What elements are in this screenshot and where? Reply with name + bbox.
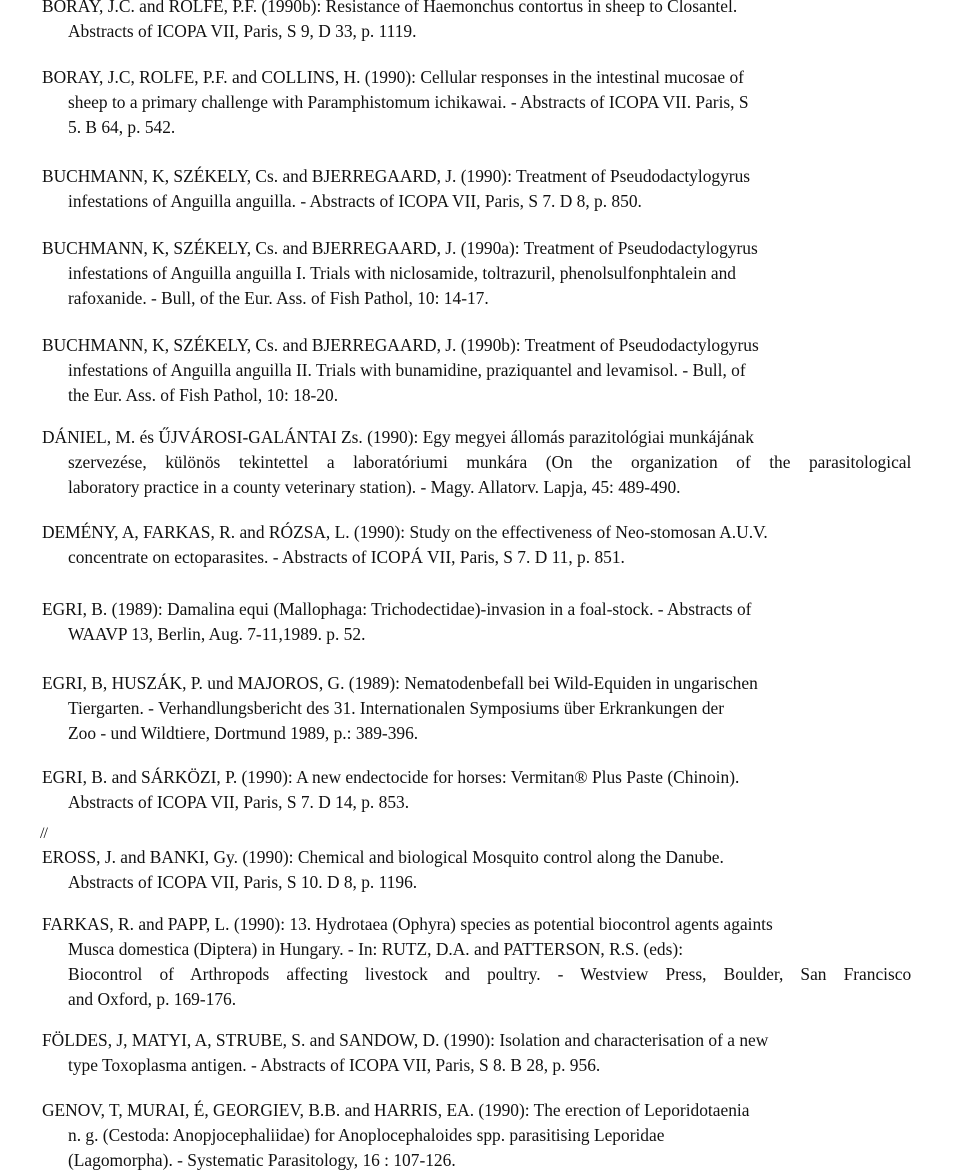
reference-line: (Lagomorpha). - Systematic Parasitology, 16 : 107-126. [68, 1150, 456, 1170]
reference-line: and Oxford, p. 169-176. [68, 989, 237, 1009]
reference-line: Biocontrol of Arthropods affecting livestock and poultry. - Westview Press, Boulder, San Francisco [68, 964, 912, 984]
reference-line: sheep to a primary challenge with Paramphistomum ichikawai. - Abstracts of ICOPA VII. Paris, S [68, 92, 749, 112]
reference-entry-boray-1990b [42, 0, 937, 44]
reference-line: szervezése, különös tekintettel a laboratóriumi munkára (On the organization of the parasitological [68, 452, 912, 472]
reference-line: rafoxanide. - Bull, of the Eur. Ass. of Fish Pathol, 10: 14-17. [68, 288, 489, 308]
reference-line: FARKAS, R. and PAPP, L. (1990): 13. Hydrotaea (Ophyra) species as potential biocontrol agents againts [42, 914, 773, 934]
reference-line: Abstracts of ICOPA VII, Paris, S 9, D 33, p. 1119. [68, 21, 417, 41]
reference-line: 5. B 64, p. 542. [68, 117, 176, 137]
reference-entry-boray-1990 [42, 65, 937, 140]
reference-entry-egri-1989 [42, 597, 937, 647]
reference-line: Abstracts of ICOPA VII, Paris, S 10. D 8, p. 1196. [68, 872, 418, 892]
reference-line: infestations of Anguilla anguilla. - Abstracts of ICOPA VII, Paris, S 7. D 8, p. 850. [68, 191, 642, 211]
reference-entry-egri-sarkozi-1990 [42, 765, 937, 815]
margin-mark: // [40, 825, 47, 842]
reference-entry-buchmann-1990a [42, 236, 937, 311]
reference-line: BUCHMANN, K, SZÉKELY, Cs. and BJERREGAARD, J. (1990b): Treatment of Pseudodactylogyrus [42, 335, 759, 355]
reference-line: BUCHMANN, K, SZÉKELY, Cs. and BJERREGAARD, J. (1990a): Treatment of Pseudodactylogyrus [42, 238, 758, 258]
reference-entry-eross-1990 [42, 845, 937, 895]
reference-entry-egri-huszak-1989 [42, 671, 937, 746]
reference-entry-daniel-1990 [42, 425, 937, 500]
reference-line: EGRI, B. and SÁRKÖZI, P. (1990): A new endectocide for horses: Vermitan® Plus Paste (Chinoin). [42, 767, 740, 787]
reference-line: Tiergarten. - Verhandlungsbericht des 31. Internationalen Symposiums über Erkrankungen der [68, 698, 725, 718]
reference-line: EROSS, J. and BANKI, Gy. (1990): Chemical and biological Mosquito control along the Danube. [42, 847, 724, 867]
reference-line: BUCHMANN, K, SZÉKELY, Cs. and BJERREGAARD, J. (1990): Treatment of Pseudodactylogyrus [42, 166, 751, 186]
reference-entry-buchmann-1990 [42, 164, 937, 214]
reference-line: DÁNIEL, M. és ŰJVÁROSI-GALÁNTAI Zs. (1990): Egy megyei állomás parazitológiai munkájának [42, 427, 754, 447]
reference-line: infestations of Anguilla anguilla I. Trials with niclosamide, toltrazuril, phenolsulfonphtalein and [68, 263, 736, 283]
reference-line: GENOV, T, MURAI, É, GEORGIEV, B.B. and HARRIS, EA. (1990): The erection of Leporidotaenia [42, 1100, 750, 1120]
reference-line: FÖLDES, J, MATYI, A, STRUBE, S. and SANDOW, D. (1990): Isolation and characterisation of a new [42, 1030, 769, 1050]
reference-line: Zoo - und Wildtiere, Dortmund 1989, p.: 389-396. [68, 723, 419, 743]
reference-line: concentrate on ectoparasites. - Abstracts of ICOPÁ VII, Paris, S 7. D 11, p. 851. [68, 547, 625, 567]
reference-line: WAAVP 13, Berlin, Aug. 7-11,1989. p. 52. [68, 624, 366, 644]
reference-line: the Eur. Ass. of Fish Pathol, 10: 18-20. [68, 385, 339, 405]
reference-entry-farkas-1990 [42, 912, 937, 1012]
reference-line: DEMÉNY, A, FARKAS, R. and RÓZSA, L. (1990): Study on the effectiveness of Neo-stomosan A.U.V. [42, 522, 768, 542]
reference-line: Musca domestica (Diptera) in Hungary. - In: RUTZ, D.A. and PATTERSON, R.S. (eds): [68, 939, 684, 959]
reference-entry-genov-1990 [42, 1098, 937, 1173]
reference-line: type Toxoplasma antigen. - Abstracts of ICOPA VII, Paris, S 8. B 28, p. 956. [68, 1055, 601, 1075]
reference-entry-demeny-1990 [42, 520, 937, 570]
reference-line: EGRI, B. (1989): Damalina equi (Mallophaga: Trichodectidae)-invasion in a foal-stock. - Abstracts of [42, 599, 752, 619]
reference-entry-foldes-1990 [42, 1028, 937, 1078]
reference-line: Abstracts of ICOPA VII, Paris, S 7. D 14, p. 853. [68, 792, 410, 812]
reference-line: BORAY, J.C, ROLFE, P.F. and COLLINS, H. (1990): Cellular responses in the intestinal mucosae of [42, 67, 744, 87]
reference-line: n. g. (Cestoda: Anopjocephaliidae) for Anoplocephaloides spp. parasitising Leporidae [68, 1125, 665, 1145]
reference-line: infestations of Anguilla anguilla II. Trials with bunamidine, praziquantel and levamisol. - Bull, of [68, 360, 746, 380]
reference-entry-buchmann-1990b [42, 333, 937, 408]
reference-line: laboratory practice in a county veterinary station). - Magy. Allatorv. Lapja, 45: 489-490. [68, 477, 681, 497]
reference-line: BORAY, J.C. and ROLFE, P.F. (1990b): Resistance of Haemonchus contortus in sheep to Closantel. [42, 0, 738, 16]
reference-line: EGRI, B, HUSZÁK, P. und MAJOROS, G. (1989): Nematodenbefall bei Wild-Equiden in ungarischen [42, 673, 758, 693]
